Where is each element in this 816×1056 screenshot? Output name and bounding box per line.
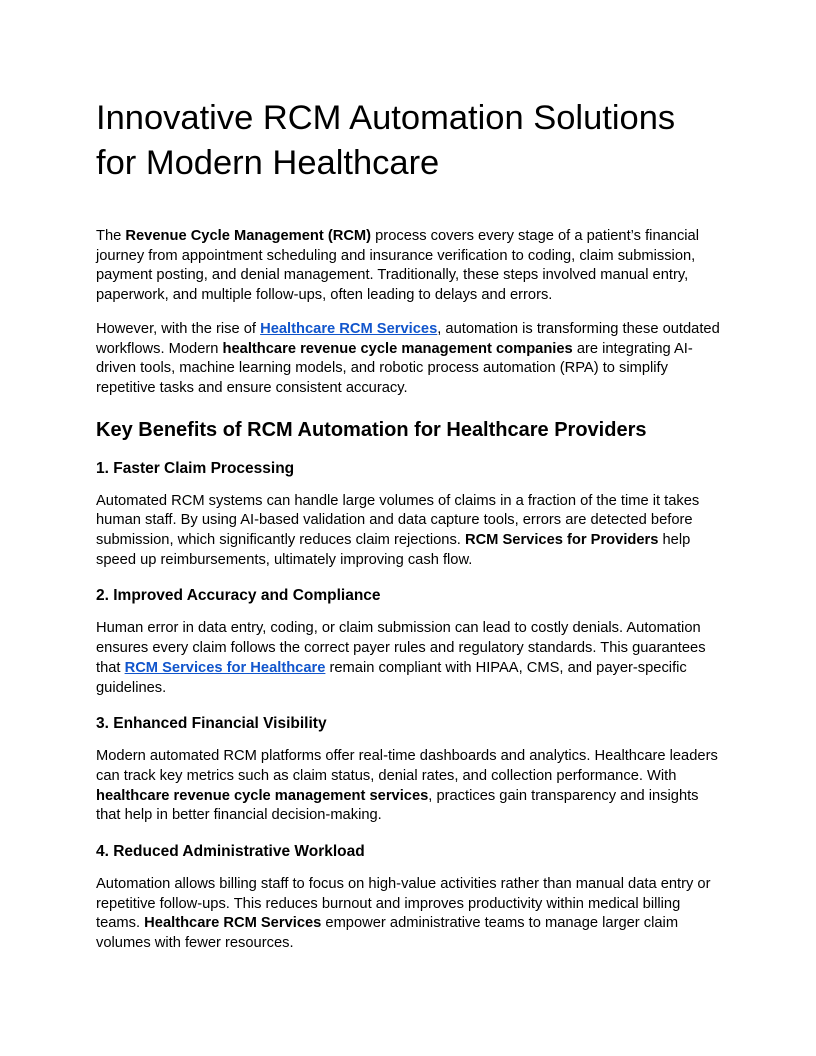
paragraph-enhanced-financial-visibility — [96, 747, 720, 826]
inline-link[interactable]: Healthcare RCM Services — [260, 320, 438, 337]
bold-text-run: healthcare revenue cycle management companies — [222, 340, 573, 357]
intro-paragraph-1 — [96, 227, 720, 306]
text-run: Automation allows billing staff to focus on high-value activities rather than manual data entry or repetitive follow-ups. This reduces burnout and improves productivity within medical billing teams. — [96, 876, 711, 932]
text-run: Automated RCM systems can handle large volumes of claims in a fraction of the time it takes human staff. By using AI-based validation and data capture tools, errors are detected before submission, which significantly reduces claim rejections. — [96, 492, 700, 549]
text-run: Modern automated RCM platforms offer real-time dashboards and analytics. Healthcare leaders can track key metrics such as claim status, denial rates, and collection performance. With — [96, 748, 718, 784]
subheading-improved-accuracy-compliance: 2. Improved Accuracy and Compliance — [96, 587, 381, 605]
subheading-enhanced-financial-visibility: 3. Enhanced Financial Visibility — [96, 715, 327, 733]
text-run: remain compliant with HIPAA, CMS, and payer-specific guidelines. — [96, 659, 687, 696]
bold-text-run: Revenue Cycle Management (RCM) — [125, 228, 372, 244]
bold-text-run: healthcare revenue cycle management services — [96, 787, 429, 804]
text-run: help speed up reimbursements, ultimately improving cash flow. — [96, 532, 691, 568]
subheading-faster-claim-processing: 1. Faster Claim Processing — [96, 459, 295, 477]
paragraph-reduced-administrative-workload — [96, 875, 720, 954]
text-run: , automation is transforming these outdated workflows. Modern — [96, 320, 720, 357]
paragraph-faster-claim-processing — [96, 492, 720, 571]
text-run: The — [96, 228, 126, 244]
bold-text-run: Healthcare RCM Services — [144, 915, 322, 932]
inline-link[interactable]: RCM Services for Healthcare — [124, 659, 326, 676]
text-run: are integrating AI-driven tools, machine learning models, and robotic process automation (RPA) to simplify repetitive tasks and ensure consistent accuracy. — [96, 340, 693, 396]
paragraph-improved-accuracy-compliance — [96, 619, 720, 698]
document-title: Innovative RCM Automation Solutions for Modern Healthcare — [96, 99, 676, 182]
subheading-reduced-administrative-workload: 4. Reduced Administrative Workload — [96, 843, 365, 861]
intro-paragraph-2 — [96, 320, 720, 399]
text-run: However, with the rise of — [96, 320, 261, 337]
text-run: empower administrative teams to manage larger claim volumes with fewer resources. — [96, 915, 679, 952]
bold-text-run: RCM Services for Providers — [464, 532, 659, 549]
section-heading-key-benefits: Key Benefits of RCM Automation for Healthcare Providers — [96, 418, 647, 441]
text-run: , practices gain transparency and insights that help in better financial decision-making. — [96, 787, 699, 824]
text-run: process covers every stage of a patient’s financial journey from appointment scheduling and insurance verification to coding, claim submission, payment posting, and denial management. Traditionally, these steps involved manual entry, paperwork, and multiple follow-ups, often leading to delays and errors. — [96, 228, 699, 304]
text-run: Human error in data entry, coding, or claim submission can lead to costly denials. Automation ensures every claim follows the correct payer rules and regulatory standards. This guarantees that — [96, 620, 706, 676]
